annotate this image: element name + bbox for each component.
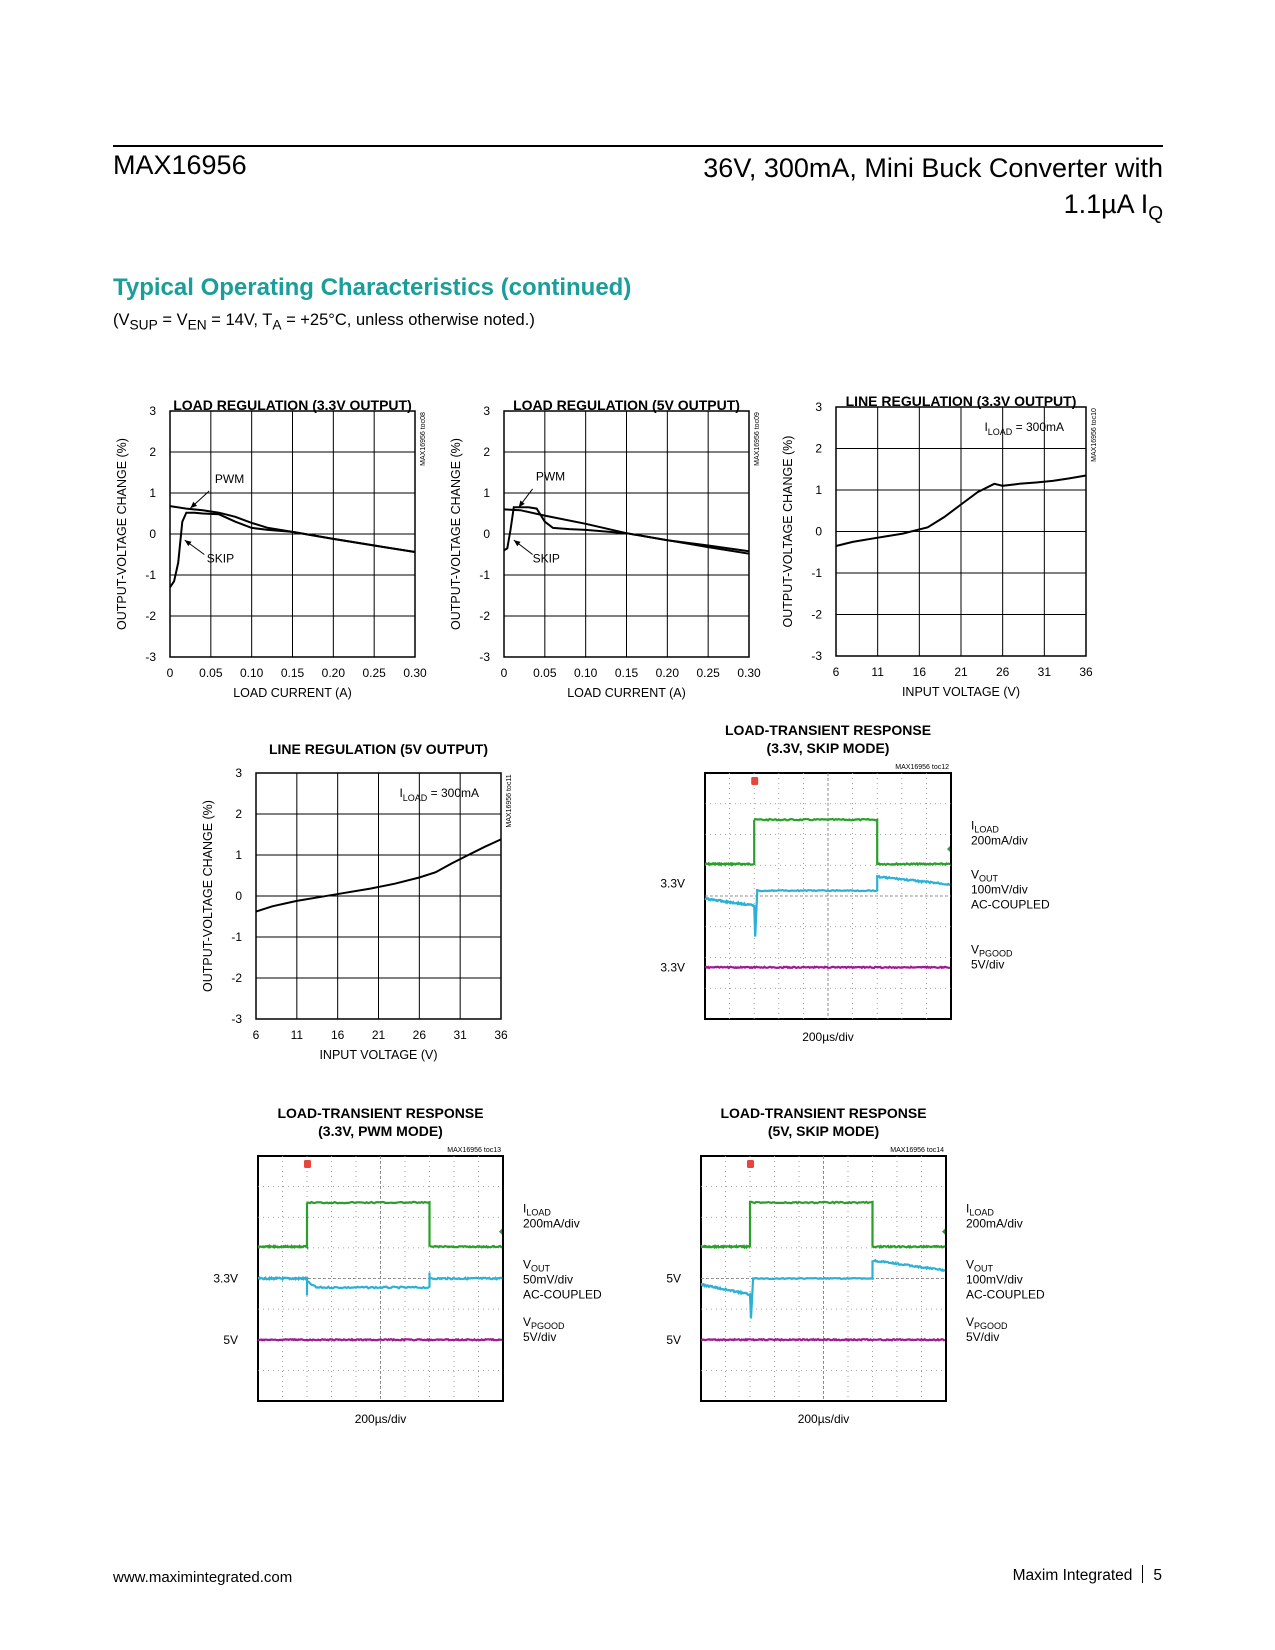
figure-code: MAX16956 toc09 xyxy=(754,412,761,466)
chart-title: LOAD REGULATION (5V OUTPUT) xyxy=(513,397,740,413)
annotation-pwm: PWM xyxy=(214,471,245,486)
x-tick-label: 0.20 xyxy=(655,666,680,680)
document-title-line1: 36V, 300mA, Mini Buck Converter with xyxy=(703,153,1163,183)
channel-symbol: V xyxy=(523,1257,532,1272)
x-tick-label: 0 xyxy=(500,666,508,680)
scope-timebase: 200µs/div xyxy=(797,1412,850,1426)
scope-title-line1: LOAD-TRANSIENT RESPONSE xyxy=(277,1105,484,1121)
x-tick-label: 0.10 xyxy=(239,666,264,680)
channel-symbol: I xyxy=(523,1201,527,1216)
y-axis-label: OUTPUT-VOLTAGE CHANGE (%) xyxy=(201,800,215,992)
title-sub: Q xyxy=(1148,203,1163,225)
x-axis-label: LOAD CURRENT (A) xyxy=(567,686,686,700)
chart-load-regulation-3v3 xyxy=(112,383,442,713)
x-tick-label: 26 xyxy=(412,1028,427,1042)
chart-title: LINE REGULATION (5V OUTPUT) xyxy=(268,741,489,757)
chart-load-regulation-5v xyxy=(449,383,786,713)
channel-scale: 50mV/div xyxy=(523,1272,574,1287)
document-title-line2 xyxy=(703,186,1163,232)
chart-line-regulation-3v3 xyxy=(781,378,1145,713)
x-axis-label: INPUT VOLTAGE (V) xyxy=(319,1048,438,1062)
y-tick-label: -2 xyxy=(811,607,822,622)
channel-symbol: V xyxy=(971,867,980,882)
channel-symbol: V xyxy=(966,1257,975,1272)
x-tick-label: 0.30 xyxy=(737,666,761,680)
condition-text: = +25°C, unless otherwise noted.) xyxy=(281,311,535,329)
y-tick-label: 2 xyxy=(815,441,822,456)
x-tick-label: 21 xyxy=(371,1028,386,1042)
annotation-pwm: PWM xyxy=(535,469,566,484)
condition-text: (V xyxy=(113,311,130,329)
x-tick-label: 0.10 xyxy=(573,666,598,680)
x-tick-label: 31 xyxy=(1037,665,1052,679)
channel-symbol: I xyxy=(966,1201,970,1216)
annotation-arrowhead xyxy=(514,540,521,546)
x-tick-label: 11 xyxy=(871,665,884,679)
scope-offset-label: 3.3V xyxy=(660,960,685,975)
header-rule xyxy=(113,145,1163,147)
y-tick-label: 3 xyxy=(149,404,156,418)
channel-symbol: V xyxy=(971,942,980,957)
y-tick-label: -3 xyxy=(811,649,822,663)
scope-title-line2: (3.3V, PWM MODE) xyxy=(318,1123,443,1139)
scope-offset-label: 5V xyxy=(666,1332,681,1347)
channel-scale: 200mA/div xyxy=(523,1216,580,1231)
channel-scale: 100mV/div xyxy=(966,1272,1023,1287)
channel-scale: AC-COUPLED xyxy=(971,897,1050,912)
channel-subscript: PGOOD xyxy=(979,948,1013,959)
condition-subscript: A xyxy=(272,317,282,333)
y-tick-label: 3 xyxy=(483,404,490,418)
trigger-marker-icon xyxy=(304,1160,311,1168)
scope-timebase: 200µs/div xyxy=(802,1030,854,1044)
trigger-marker-icon xyxy=(747,1160,754,1168)
channel-symbol: V xyxy=(523,1314,532,1329)
channel-subscript: LOAD xyxy=(969,1207,994,1218)
footer-separator xyxy=(1142,1565,1143,1583)
x-tick-label: 0.30 xyxy=(403,666,427,680)
channel-subscript: OUT xyxy=(979,873,999,884)
channel-subscript: OUT xyxy=(974,1263,994,1274)
channel-scale: AC-COUPLED xyxy=(523,1287,602,1302)
y-tick-label: 3 xyxy=(235,766,242,780)
trigger-marker-icon xyxy=(751,777,758,785)
x-tick-label: 36 xyxy=(1079,665,1093,679)
x-tick-label: 0.25 xyxy=(696,666,720,680)
section-title: Typical Operating Characteristics (continued) xyxy=(113,274,632,301)
figure-code: MAX16956 toc08 xyxy=(420,412,427,466)
annotation-iload-rest: = 300mA xyxy=(427,786,479,800)
y-tick-label: 2 xyxy=(149,445,156,459)
y-tick-label: 0 xyxy=(483,527,490,541)
chart-title: LINE REGULATION (3.3V OUTPUT) xyxy=(845,393,1077,409)
channel-label xyxy=(966,1258,994,1274)
figure-code: MAX16956 toc14 xyxy=(890,1147,944,1154)
channel-scale: 5V/div xyxy=(966,1329,1000,1344)
y-tick-label: 1 xyxy=(149,486,156,500)
y-tick-label: -2 xyxy=(479,609,490,623)
y-tick-label: 1 xyxy=(235,848,242,862)
scope-title-line1: LOAD-TRANSIENT RESPONSE xyxy=(720,1105,927,1121)
x-tick-label: 0.20 xyxy=(321,666,346,680)
y-tick-label: 3 xyxy=(815,400,822,414)
x-tick-label: 16 xyxy=(912,665,927,679)
y-tick-label: 1 xyxy=(815,483,822,497)
y-tick-label: -3 xyxy=(479,650,490,664)
figure-code: MAX16956 toc13 xyxy=(447,1147,501,1154)
y-axis-label: OUTPUT-VOLTAGE CHANGE (%) xyxy=(115,438,129,630)
channel-label xyxy=(523,1315,565,1331)
channel-subscript: OUT xyxy=(531,1263,551,1274)
y-tick-label: -1 xyxy=(811,566,822,580)
scope-title-line1: LOAD-TRANSIENT RESPONSE xyxy=(724,722,932,738)
trace-vpgood xyxy=(701,1339,945,1340)
y-tick-label: -2 xyxy=(231,971,242,985)
y-axis-label: OUTPUT-VOLTAGE CHANGE (%) xyxy=(781,435,795,628)
figure-code: MAX16956 toc12 xyxy=(895,764,949,771)
annotation-skip: SKIP xyxy=(532,551,560,566)
x-axis-label: INPUT VOLTAGE (V) xyxy=(901,685,1021,699)
x-tick-label: 26 xyxy=(995,665,1010,679)
annotation-iload xyxy=(984,420,1064,437)
channel-subscript: PGOOD xyxy=(974,1320,1008,1331)
scope-timebase: 200µs/div xyxy=(354,1412,407,1426)
annotation-iload-sub: LOAD xyxy=(987,427,1013,437)
y-tick-label: -1 xyxy=(231,930,242,944)
y-tick-label: 1 xyxy=(483,486,490,500)
x-tick-label: 21 xyxy=(954,665,968,679)
footer-company: Maxim Integrated xyxy=(1012,1567,1133,1584)
test-conditions xyxy=(113,311,535,332)
scope-title-line2: (5V, SKIP MODE) xyxy=(767,1123,880,1139)
y-tick-label: -2 xyxy=(145,609,156,623)
x-axis-label: LOAD CURRENT (A) xyxy=(233,686,352,700)
part-number: MAX16956 xyxy=(113,150,247,180)
channel-subscript: LOAD xyxy=(974,824,999,835)
annotation-iload xyxy=(399,786,479,803)
footer-page-number: 5 xyxy=(1153,1567,1162,1584)
scope-offset-label: 5V xyxy=(666,1271,681,1286)
trace-vpgood xyxy=(705,967,950,968)
channel-label xyxy=(971,868,999,884)
annotation-skip: SKIP xyxy=(206,551,235,566)
chart-line-regulation-5v xyxy=(200,741,530,1102)
condition-text: = V xyxy=(157,311,188,329)
channel-label xyxy=(523,1258,551,1274)
figure-code: MAX16956 toc10 xyxy=(1091,408,1098,462)
channel-scale: 5V/div xyxy=(523,1329,557,1344)
condition-text: = 14V, T xyxy=(206,311,273,329)
scope-load-transient-3v3-pwm xyxy=(210,1105,630,1483)
x-tick-label: 6 xyxy=(252,1028,260,1042)
document-title xyxy=(703,150,1163,232)
x-tick-label: 0.05 xyxy=(199,666,223,680)
channel-symbol: V xyxy=(966,1314,975,1329)
channel-label xyxy=(971,942,1013,958)
annotation-iload-rest: = 300mA xyxy=(1012,420,1064,434)
y-tick-label: -3 xyxy=(231,1012,242,1026)
title-main: 1.1µA I xyxy=(1063,189,1149,219)
x-tick-label: 6 xyxy=(832,665,840,679)
annotation-arrowhead xyxy=(185,540,192,546)
x-tick-label: 0.15 xyxy=(280,666,305,680)
x-tick-label: 36 xyxy=(494,1028,508,1042)
y-axis-label: OUTPUT-VOLTAGE CHANGE (%) xyxy=(449,438,463,630)
annotation-iload-main: I xyxy=(399,786,403,800)
y-tick-label: 0 xyxy=(149,527,156,541)
condition-subscript: SUP xyxy=(129,317,158,333)
channel-label xyxy=(971,819,999,835)
channel-subscript: PGOOD xyxy=(531,1320,565,1331)
channel-label xyxy=(966,1315,1008,1331)
footer-page-info xyxy=(1013,1565,1162,1585)
x-tick-label: 11 xyxy=(290,1028,304,1042)
channel-scale: AC-COUPLED xyxy=(966,1287,1045,1302)
scope-offset-label: 3.3V xyxy=(660,876,685,891)
y-tick-label: -3 xyxy=(145,650,156,664)
scope-offset-label: 3.3V xyxy=(213,1271,238,1286)
channel-scale: 100mV/div xyxy=(971,882,1028,897)
y-tick-label: 0 xyxy=(815,524,822,539)
chart-title: LOAD REGULATION (3.3V OUTPUT) xyxy=(173,397,412,413)
scope-load-transient-3v3-skip xyxy=(660,722,1100,1080)
figure-code: MAX16956 toc11 xyxy=(506,774,513,828)
channel-scale: 200mA/div xyxy=(966,1216,1023,1231)
scope-load-transient-5v-skip xyxy=(666,1105,1088,1483)
y-tick-label: 2 xyxy=(483,445,490,459)
scope-offset-label: 5V xyxy=(223,1332,238,1347)
channel-scale: 200mA/div xyxy=(971,833,1028,848)
y-tick-label: -1 xyxy=(145,568,156,582)
x-tick-label: 31 xyxy=(453,1028,467,1042)
x-tick-label: 16 xyxy=(330,1028,345,1042)
condition-subscript: EN xyxy=(187,317,207,333)
channel-label xyxy=(966,1202,994,1218)
annotation-iload-main: I xyxy=(984,420,988,434)
x-tick-label: 0 xyxy=(166,666,174,680)
y-tick-label: -1 xyxy=(479,568,490,582)
channel-symbol: I xyxy=(971,818,975,833)
x-tick-label: 0.25 xyxy=(362,666,386,680)
scope-title-line2: (3.3V, SKIP MODE) xyxy=(766,740,890,756)
x-tick-label: 0.15 xyxy=(614,666,639,680)
channel-scale: 5V/div xyxy=(971,957,1005,972)
footer-url: www.maximintegrated.com xyxy=(113,1569,293,1586)
channel-label xyxy=(523,1202,551,1218)
x-tick-label: 0.05 xyxy=(533,666,557,680)
annotation-iload-sub: LOAD xyxy=(402,793,428,803)
y-tick-label: 0 xyxy=(235,889,242,903)
channel-subscript: LOAD xyxy=(526,1207,551,1218)
trace-vpgood xyxy=(258,1339,502,1340)
y-tick-label: 2 xyxy=(235,807,242,821)
